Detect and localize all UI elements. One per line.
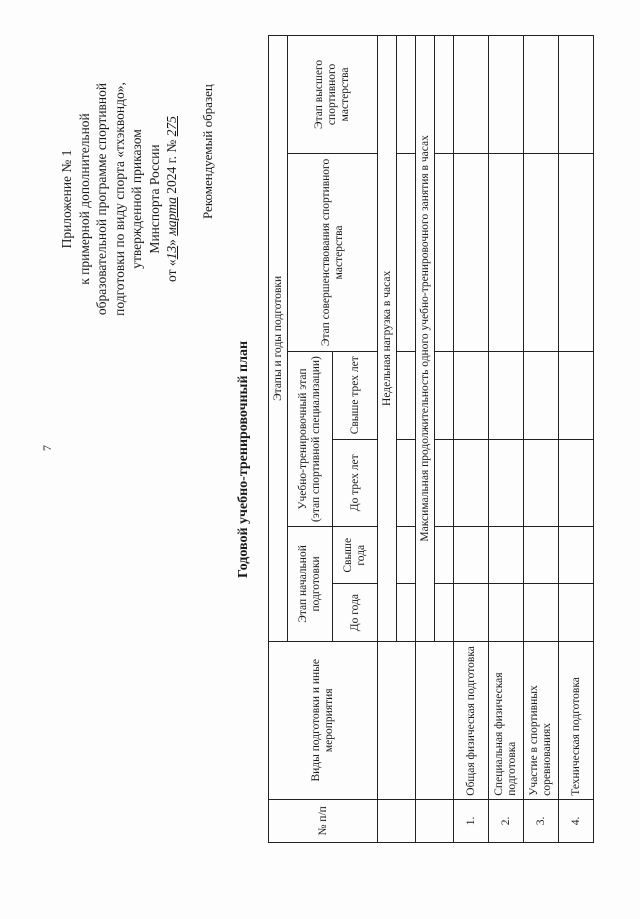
row-number: 4.: [559, 799, 594, 842]
order-month: марта: [164, 197, 179, 236]
document-title: Годовой учебно-тренировочный план: [236, 340, 251, 579]
header-improvement-stage: Этап совершенствования спортивного мастерства: [288, 153, 378, 351]
appendix-block: [58, 39, 181, 359]
table-row: [454, 36, 489, 843]
recommended-sample-label: Рекомендуемый образец: [200, 84, 215, 219]
appendix-line: утвержденной приказом: [129, 129, 144, 269]
row-label: Техническая подготовка: [559, 641, 594, 799]
table-row: [416, 36, 435, 843]
weekly-load-label: Недельная нагрузка в часах: [378, 36, 397, 642]
appendix-line: к примерной дополнительной: [76, 113, 92, 285]
training-plan-table: [268, 35, 594, 843]
table-row: [559, 36, 594, 843]
max-duration-label: Максимальная продолжительность одного учебно-тренировочного занятия в часах: [416, 36, 435, 642]
row-label: Общая физическая подготовка: [454, 641, 489, 799]
row-number: 1.: [454, 799, 489, 842]
appendix-line: подготовки по виду спорта «тхэквондо»,: [111, 82, 127, 316]
row-number: 3.: [524, 799, 559, 842]
appendix-line: образовательной программе спортивной: [94, 82, 109, 316]
page-number: 7: [40, 445, 54, 451]
row-number: 2.: [489, 799, 524, 842]
header-over-year: Свыше года: [333, 527, 378, 584]
header-num: № п/п: [269, 799, 378, 842]
header-up-to-three: До трех лет: [333, 439, 378, 527]
table-row: [524, 36, 559, 843]
header-higher-stage: Этап высшего спортивного мастерства: [288, 36, 378, 154]
order-day: 13: [164, 245, 179, 260]
header-training-stage: Учебно-тренировочный этап (этап спортивной специализации): [288, 352, 333, 527]
row-label: Специальная физическая подготовка: [489, 641, 524, 799]
table-row: [489, 36, 524, 843]
appendix-line: Приложение № 1: [59, 149, 74, 249]
order-number: 275: [164, 116, 179, 137]
header-stages: Этапы и годы подготовки: [269, 36, 288, 642]
order-date-line: от «13» марта 2024 г. № 275: [164, 116, 179, 282]
header-kinds: Виды подготовки и иные мероприятия: [269, 641, 378, 799]
row-label: Участие в спортивных соревнованиях: [524, 641, 559, 799]
header-over-three: Свыше трех лет: [333, 352, 378, 440]
header-up-to-year: До года: [333, 584, 378, 641]
appendix-line: Минспорта России: [146, 144, 162, 254]
header-initial-stage: Этап начальной подготовки: [288, 527, 333, 642]
table-row: [378, 36, 397, 843]
